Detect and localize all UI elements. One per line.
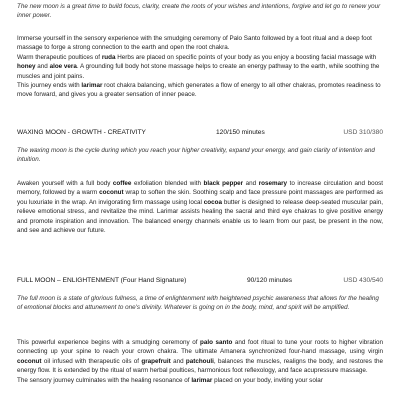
paragraph: Immerse yourself in the sensory experience with the smudging ceremony of Palo Santo followed by a foot ritual and a deep foot massage to forge a strong connection to the earth and open the root chakra. xyxy=(17,35,372,52)
treatment-body xyxy=(17,338,383,385)
treatment-name: WAXING MOON - GROWTH - CREATIVITY xyxy=(17,129,146,136)
new-moon-intro: The new moon is a great time to build focus, clarity, create the roots of your wishes and intentions, forgive and let go to renew your inner power. xyxy=(17,3,381,20)
paragraph: Warm therapeutic poultices of ruda Herbs are placed on specific points of your body as you enjoy a boosting facial massage with honey and aloe vera. A grounding full body hot stone massage helps to create an energy pathway to the earth, while soothing the muscles and joint pains. xyxy=(17,53,380,80)
treatment-description: The waxing moon is the cycle during which you reach your higher creativity, expand your energy, and gain clarity of intention and intuition. xyxy=(17,147,375,164)
treatment-heading-waxing-moon xyxy=(17,128,383,138)
paragraph: This powerful experience begins with a smudging ceremony of palo santo and foot ritual to tune your roots to higher vibration connecting up your spine to reach your crown chakra. The ultimate Amanera synchronized four-hand massage, using virgin coconut oil infused with therapeutic oils of grapefruit and patchouli, balances the muscles, realigns the body, and restores the energy flow. It is extended by the ritual of warm herbal poultices, harmonious foot reflexology, and face acupressure massage. xyxy=(17,339,384,375)
treatment-name: FULL MOON – ENLIGHTENMENT (Four Hand Signature) xyxy=(17,277,187,284)
treatment-description: The full moon is a state of glorious fullness, a time of enlightenment with heightened psychic awareness that allows for the healing of emotional blocks and attunement to one's divinity. Whatever is going on in the body, mind, and spirit will be amplified. xyxy=(17,295,379,312)
paragraph: This journey ends with larimar root chakra balancing, which generates a flow of energy to all other chakras, promotes readiness to move forward, and gives you a greater sensation of inner peace. xyxy=(17,82,381,99)
treatment-body: Awaken yourself with a full body coffee exfoliation blended with black pepper and rosemary to increase circulation and boost memory, followed by a warm coconut wrap to soften the skin. Soothing scalp and face pressure point massages are performed as you luxuriate in the wrap. An invigorating firm massage using local cocoa butter is designed to release deep-seated muscular pain, relieve emotional stress, and revitalize the mind. Larimar assists healing the sacral and third eye chakras to give positive energy and promote inspiration and innovation. The balanced energy channels enable us to learn from our past, be present in the now, and see and achieve our future. xyxy=(17,180,383,235)
treatment-heading-full-moon xyxy=(17,276,383,286)
treatment-duration: 120/150 minutes xyxy=(216,129,265,136)
treatment-duration: 90/120 minutes xyxy=(247,277,293,284)
treatment-price: USD 430/540 xyxy=(343,277,383,284)
treatment-price: USD 310/380 xyxy=(343,129,383,136)
new-moon-body xyxy=(17,34,383,100)
paragraph: The sensory journey culminates with the healing resonance of larimar placed on your body, inviting your solar xyxy=(17,376,323,384)
